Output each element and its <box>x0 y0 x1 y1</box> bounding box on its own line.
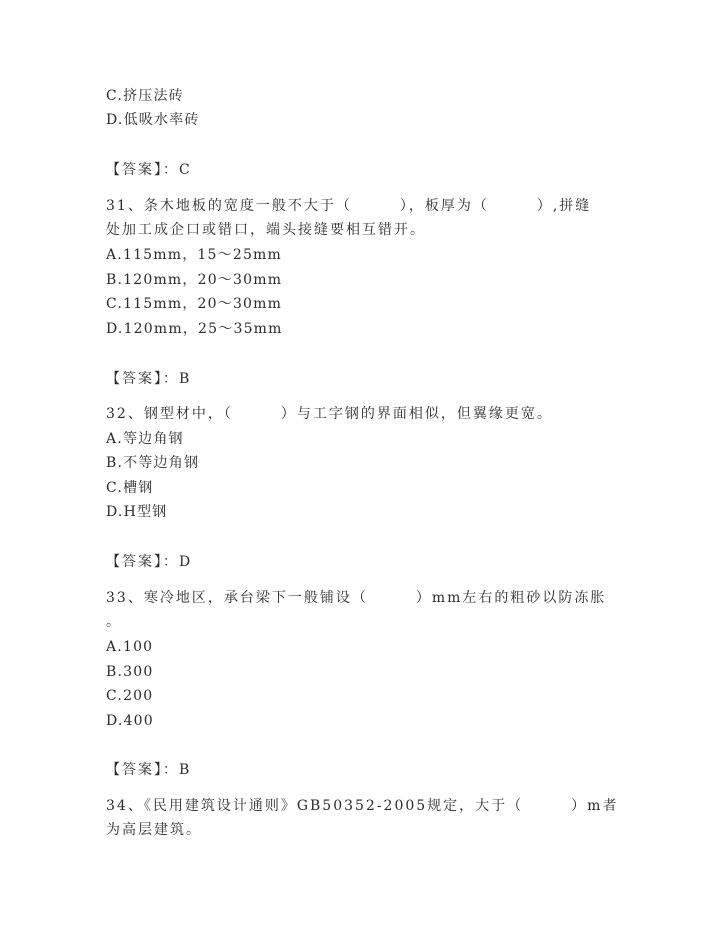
option-a: A.等边角钢 <box>106 431 184 447</box>
question-31-line-2: 处加工成企口或错口，端头接缝要相互错开。 <box>106 222 426 238</box>
answer-label: 【答案】：D <box>106 554 193 570</box>
option-a: A.115mm，15～25mm <box>106 247 283 263</box>
question-34-line-1: 34、《民用建筑设计通则》GB50352-2005规定，大于（ ）m者 <box>106 798 619 814</box>
answer-label: 【答案】：B <box>106 371 192 387</box>
option-d: D.低吸水率砖 <box>106 112 200 128</box>
option-a: A.100 <box>106 639 154 655</box>
option-c: C.115mm，20～30mm <box>106 296 283 312</box>
question-33-line-1: 33、寒冷地区，承台梁下一般铺设（ ）mm左右的粗砂以防冻胀 <box>106 590 607 606</box>
option-c: C.200 <box>106 688 154 704</box>
question-32: 32、钢型材中，（ ）与工字钢的界面相似，但翼缘更宽。 <box>106 406 553 422</box>
answer-label: 【答案】：C <box>106 162 192 178</box>
option-d: D.400 <box>106 713 154 729</box>
option-d: D.120mm，25～35mm <box>106 321 283 337</box>
option-c: C.槽钢 <box>106 480 154 496</box>
question-33-line-2: 。 <box>106 614 122 630</box>
option-d: D.H型钢 <box>106 504 168 520</box>
option-b: B.120mm，20～30mm <box>106 272 283 288</box>
question-34-line-2: 为高层建筑。 <box>106 822 202 838</box>
question-31-line-1: 31、条木地板的宽度一般不大于（ ），板厚为（ ）,拼缝 <box>106 198 592 214</box>
option-b: B.不等边角钢 <box>106 455 200 471</box>
answer-label: 【答案】：B <box>106 762 192 778</box>
option-b: B.300 <box>106 664 154 680</box>
option-c: C.挤压法砖 <box>106 88 184 104</box>
